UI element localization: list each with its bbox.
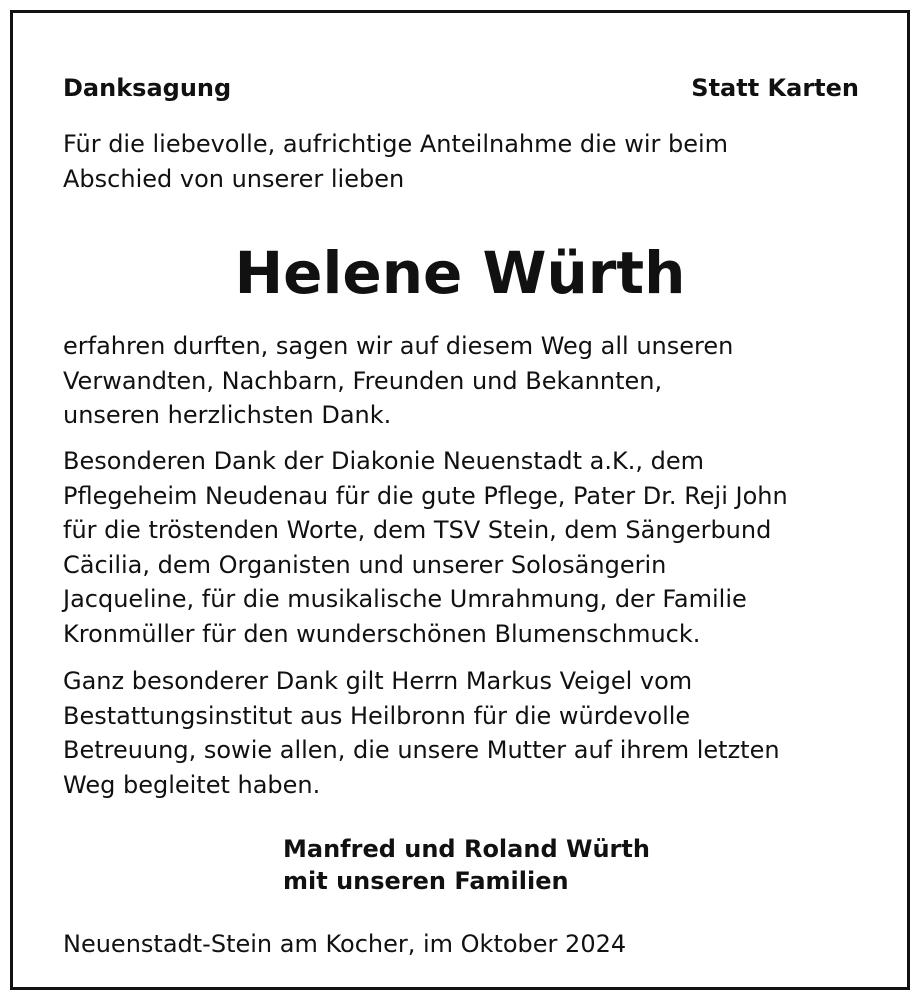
paragraph-line: Weg begleitet haben. [63,770,321,799]
paragraph-line: Jacqueline, für die musikalische Umrahmung, der Familie [63,585,747,613]
intro-paragraph [63,127,873,196]
thanks-paragraph-2 [63,444,873,651]
paragraph-line: Kronmüller für den wunderschönen Blumenschmuck. [63,619,701,648]
paragraph-line: erfahren durften, sagen wir auf diesem Weg all unseren [63,332,734,360]
deceased-name: Helene Würth [234,239,686,307]
paragraph-line: Cäcilia, dem Organisten und unserer Solosängerin [63,550,667,579]
paragraph-line: für die tröstenden Worte, dem TSV Stein, dem Sängerbund [63,516,772,544]
signature-block [283,833,650,897]
statt-karten-label: Statt Karten [691,74,859,102]
paragraph-line: Verwandten, Nachbarn, Freunden und Bekannten, [63,366,663,395]
paragraph-line: Bestattungsinstitut aus Heilbronn für die würdevolle [63,701,691,730]
paragraph-line: Betreuung, sowie allen, die unsere Mutter auf ihrem letzten [63,736,780,764]
intro-line: Für die liebevolle, aufrichtige Anteilnahme die wir beim [63,130,729,158]
signature-line: Manfred und Roland Würth [283,835,650,863]
notice-type-label: Danksagung [63,74,232,102]
intro-line: Abschied von unserer lieben [63,164,405,193]
paragraph-line: Besonderen Dank der Diakonie Neuenstadt a.K., dem [63,447,704,475]
place-date-line: Neuenstadt-Stein am Kocher, im Oktober 2024 [63,930,627,958]
thanks-paragraph-3 [63,664,873,802]
thanks-paragraph-1 [63,329,873,433]
paragraph-line: unseren herzlichsten Dank. [63,401,392,429]
notice-frame [10,10,910,990]
paragraph-line: Pflegeheim Neudenau für die gute Pflege, Pater Dr. Reji John [63,481,788,510]
signature-line: mit unseren Familien [283,867,569,895]
paragraph-line: Ganz besonderer Dank gilt Herrn Markus Veigel vom [63,667,693,695]
